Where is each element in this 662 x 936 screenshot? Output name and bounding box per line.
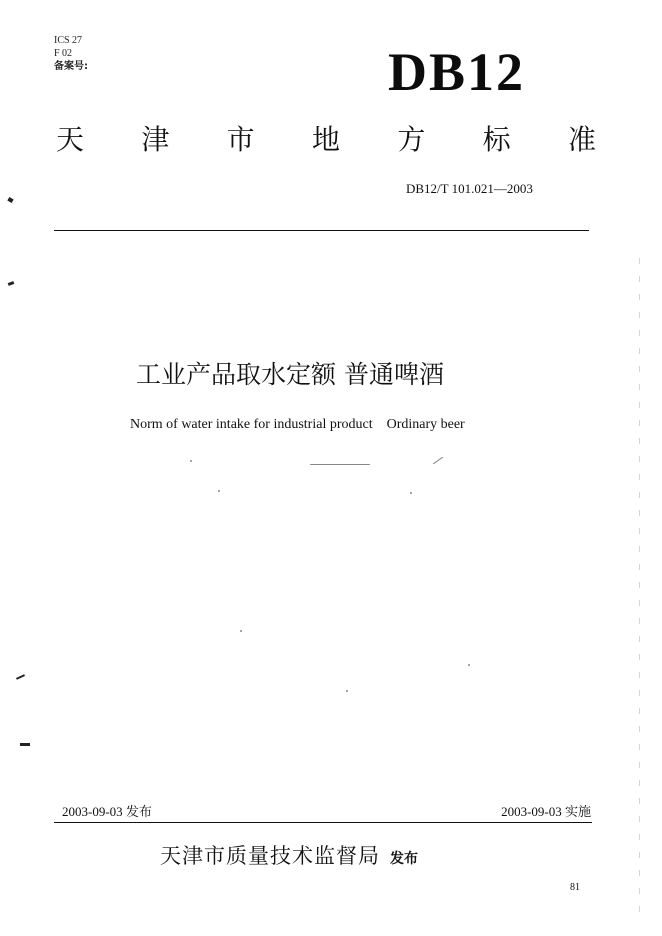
publisher-suffix: 发布 (390, 851, 418, 867)
scan-speck (346, 690, 348, 692)
title-english-part1: Norm of water intake for industrial product (130, 417, 373, 432)
title-char: 市 (226, 123, 255, 156)
scan-speck (433, 457, 443, 465)
ics-code: ICS 27 (54, 35, 83, 46)
scan-mark (7, 197, 13, 203)
scan-mark (20, 743, 30, 746)
title-char: 标 (482, 123, 511, 156)
scan-speck (468, 664, 470, 666)
title-english-part2: Ordinary beer (386, 417, 465, 432)
standard-number: DB12/T 101.021—2003 (406, 181, 533, 196)
header-divider (54, 230, 589, 231)
scan-mark (16, 674, 25, 680)
document-title-chinese: 工业产品取水定额 普通啤酒 (136, 360, 444, 389)
classification-block (54, 34, 88, 73)
footer-divider (54, 822, 592, 823)
page-number: 81 (570, 882, 580, 893)
class-code: F 02 (54, 48, 73, 59)
title-char: 地 (311, 123, 340, 156)
scan-speck (310, 464, 370, 465)
implement-label: 实施 (564, 805, 591, 820)
scan-mark (8, 281, 15, 286)
issue-label: 发布 (125, 805, 152, 820)
implement-date-block (501, 803, 591, 821)
scan-edge (639, 258, 640, 918)
scan-speck (410, 492, 412, 494)
standard-type-title (56, 122, 596, 158)
title-char: 准 (567, 123, 596, 156)
title-char: 津 (141, 123, 170, 156)
document-title-english (130, 416, 465, 434)
publisher-name: 天津市质量技术监督局 (160, 844, 380, 868)
title-char: 方 (397, 123, 426, 156)
standard-code: DB12 (388, 42, 526, 102)
record-number-label: 备案号: (54, 61, 88, 72)
title-char: 天 (56, 123, 85, 156)
issue-date-block (62, 803, 152, 821)
scan-speck (240, 630, 242, 632)
issue-date: 2003-09-03 (62, 804, 123, 819)
scan-speck (218, 490, 220, 492)
implement-date: 2003-09-03 (501, 804, 562, 819)
publisher-block (160, 842, 418, 873)
scan-speck (190, 460, 192, 462)
